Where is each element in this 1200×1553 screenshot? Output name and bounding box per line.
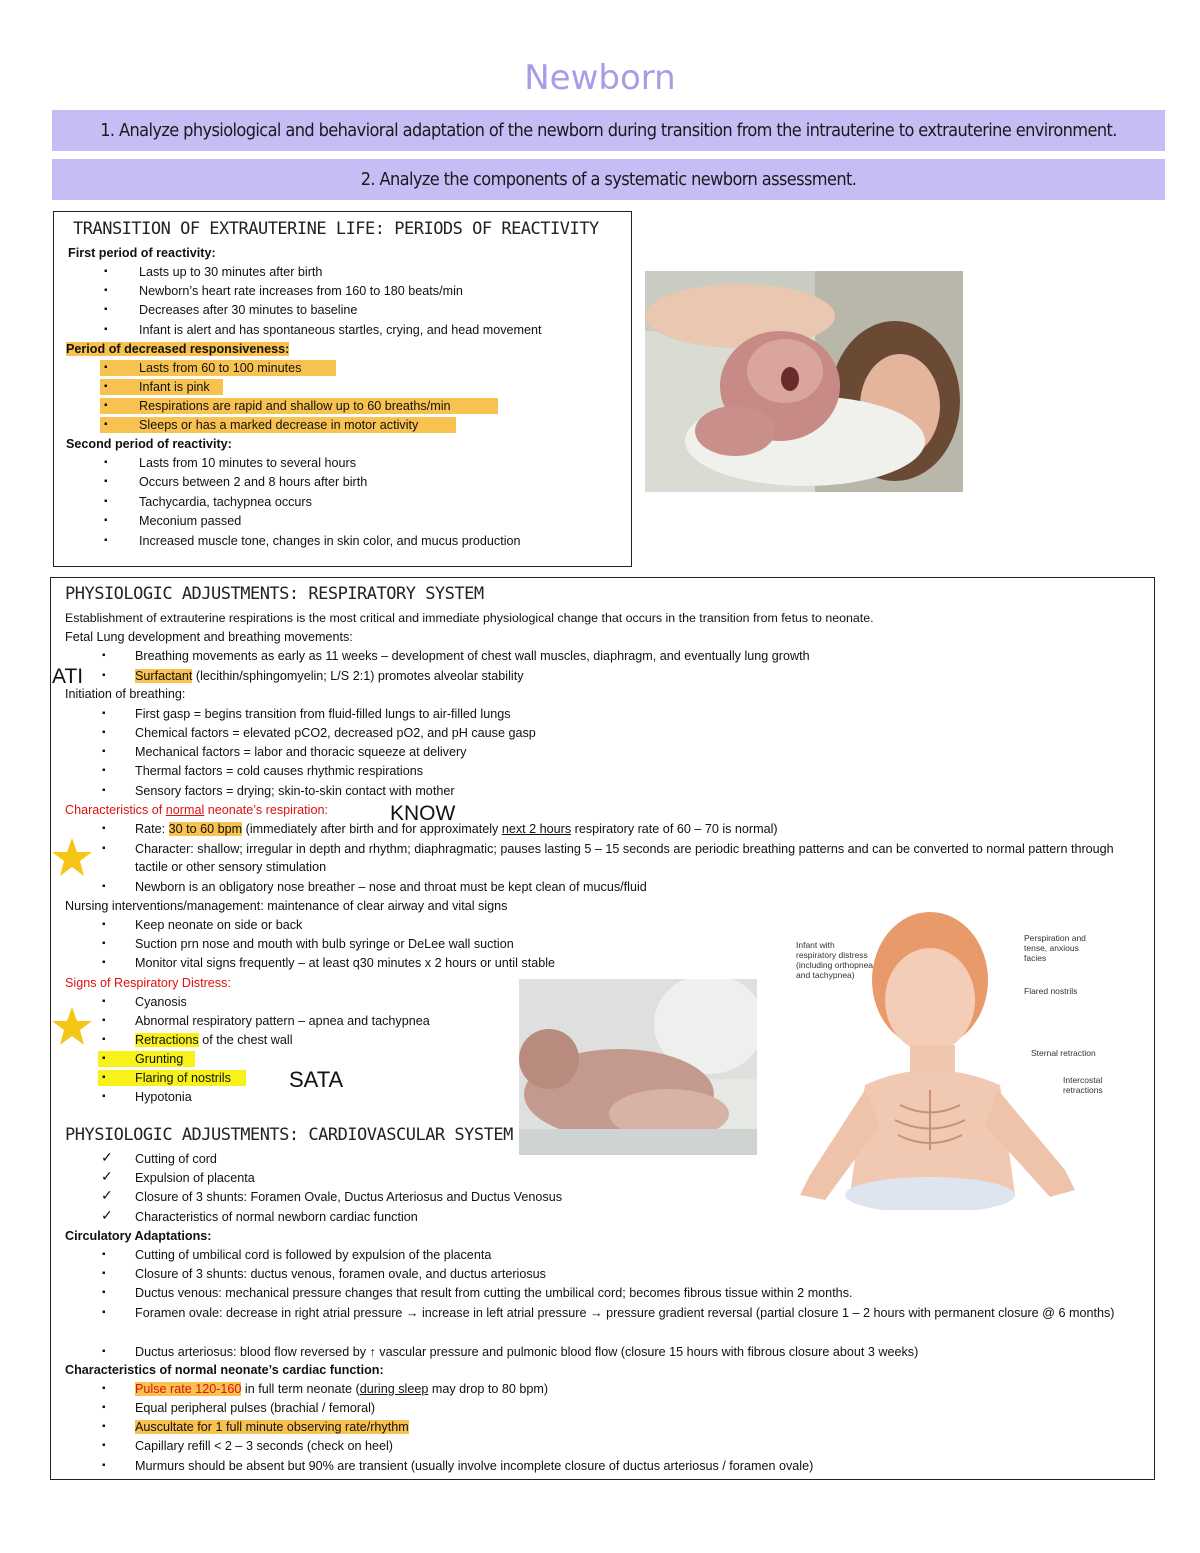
bullet: ▪ xyxy=(102,938,106,949)
rate-item xyxy=(135,820,778,838)
list-item: Increased muscle tone, changes in skin color, and mucus production xyxy=(139,534,521,548)
retractions-highlight: Retractions xyxy=(135,1033,199,1047)
list-item: Hypotonia xyxy=(135,1090,192,1104)
bullet: ▪ xyxy=(102,765,106,776)
check-icon: ✓ xyxy=(101,1149,113,1165)
star-icon xyxy=(51,837,93,877)
surfactant-item xyxy=(135,667,524,685)
bullet: ▪ xyxy=(102,1287,106,1298)
pulse-underline: during sleep xyxy=(359,1382,429,1396)
infant-retractions-photo xyxy=(519,979,757,1155)
list-item: Cutting of umbilical cord is followed by expulsion of the placenta xyxy=(135,1248,492,1262)
list-item: Infant is alert and has spontaneous startles, crying, and head movement xyxy=(139,323,542,337)
bullet: ▪ xyxy=(102,1346,106,1357)
auscultate-highlight: Auscultate for 1 full minute observing rate/rhythm xyxy=(135,1420,409,1434)
page-title: Newborn xyxy=(524,58,676,98)
list-item: Decreases after 30 minutes to baseline xyxy=(139,303,358,317)
list-item: Closure of 3 shunts: ductus venous, foramen ovale, and ductus arteriosus xyxy=(135,1267,546,1281)
bullet: ▪ xyxy=(102,1460,106,1471)
bullet: ▪ xyxy=(102,843,106,854)
circulatory-label: Circulatory Adaptations: xyxy=(65,1229,212,1243)
rate-mid: (immediately after birth and for approximately xyxy=(242,822,502,836)
check-icon: ✓ xyxy=(101,1187,113,1203)
list-item: Thermal factors = cold causes rhythmic respirations xyxy=(135,764,424,778)
list-item: Lasts from 10 minutes to several hours xyxy=(139,456,356,470)
list-item: Murmurs should be absent but 90% are transient (usually involve incomplete closure of ductus arteriosus / foramen ovale) xyxy=(135,1459,814,1473)
bullet: ▪ xyxy=(102,1249,106,1260)
list-item: Cutting of cord xyxy=(135,1152,217,1166)
star-icon xyxy=(51,1006,93,1046)
bullet: ▪ xyxy=(102,1053,106,1064)
check-icon: ✓ xyxy=(101,1207,113,1223)
list-item: Tachycardia, tachypnea occurs xyxy=(139,495,312,509)
list-item: Suction prn nose and mouth with bulb syringe or DeLee wall suction xyxy=(135,937,514,951)
bullet: ▪ xyxy=(104,535,108,546)
bullet: ▪ xyxy=(102,881,106,892)
bullet: ▪ xyxy=(102,823,106,834)
bullet: ▪ xyxy=(102,708,106,719)
decreased-label: Period of decreased responsiveness: xyxy=(66,342,290,356)
normal-respiration-label xyxy=(65,801,328,819)
list-item: Flaring of nostrils xyxy=(135,1071,231,1085)
list-item: Mechanical factors = labor and thoracic squeeze at delivery xyxy=(135,745,467,759)
list-item: Characteristics of normal newborn cardiac function xyxy=(135,1210,418,1224)
pulse-item xyxy=(135,1380,548,1398)
bullet: ▪ xyxy=(102,727,106,738)
bullet: ▪ xyxy=(102,1421,106,1432)
list-item: Keep neonate on side or back xyxy=(135,918,303,932)
list-item: Lasts up to 30 minutes after birth xyxy=(139,265,323,279)
list-item: First gasp = begins transition from fluid-filled lungs to air-filled lungs xyxy=(135,707,511,721)
pulse-mid: in full term neonate ( xyxy=(241,1382,360,1396)
bullet: ▪ xyxy=(102,957,106,968)
bullet: ▪ xyxy=(104,266,108,277)
bullet: ▪ xyxy=(104,324,108,335)
list-item: Abnormal respiratory pattern – apnea and tachypnea xyxy=(135,1014,430,1028)
list-item: Foramen ovale: decrease in right atrial pressure → increase in left atrial pressure → pressure gradient reversal (partial closure 1 – 2 hours with permanent closure @ 6 months) xyxy=(135,1306,1115,1320)
bullet: ▪ xyxy=(104,457,108,468)
list-item: Expulsion of placenta xyxy=(135,1171,255,1185)
label-flared-nostrils: Flared nostrils xyxy=(1024,986,1078,996)
bullet: ▪ xyxy=(102,919,106,930)
list-item: Newborn’s heart rate increases from 160 to 180 beats/min xyxy=(139,284,463,298)
bullet: ▪ xyxy=(104,381,108,392)
bullet: ▪ xyxy=(102,1402,106,1413)
label-perspiration: Perspiration and tense, anxious facies xyxy=(1024,933,1086,963)
label-part: Characteristics of xyxy=(65,803,166,817)
character-item: Character: shallow; irregular in depth and rhythm; diaphragmatic; pauses lasting 5 – 15 seconds are periodic breathing patterns and can be converted to normal pattern through tactile or other sensory stimulation xyxy=(135,842,1114,874)
list-item: Closure of 3 shunts: Foramen Ovale, Ductus Arteriosus and Ductus Venosus xyxy=(135,1190,562,1204)
bullet: ▪ xyxy=(102,1091,106,1102)
initiation-label: Initiation of breathing: xyxy=(65,687,186,701)
pulse-post: may drop to 80 bpm) xyxy=(428,1382,549,1396)
check-icon: ✓ xyxy=(101,1168,113,1184)
rate-highlight: 30 to 60 bpm xyxy=(168,822,243,836)
list-item: Chemical factors = elevated pCO2, decreased pO2, and pH cause gasp xyxy=(135,726,536,740)
bullet: ▪ xyxy=(104,476,108,487)
bullet: ▪ xyxy=(102,785,106,796)
cardio-heading: PHYSIOLOGIC ADJUSTMENTS: CARDIOVASCULAR SYSTEM xyxy=(65,1125,513,1145)
objective-2: 2. Analyze the components of a systematic newborn assessment. xyxy=(52,159,1165,200)
know-note: KNOW xyxy=(390,802,456,825)
bullet: ▪ xyxy=(104,419,108,430)
list-item: Meconium passed xyxy=(139,514,242,528)
rate-pre: Rate: xyxy=(135,822,169,836)
label-sternal: Sternal retraction xyxy=(1031,1048,1096,1058)
ati-note: ATI xyxy=(52,665,84,688)
bullet: ▪ xyxy=(104,285,108,296)
list-item: Lasts from 60 to 100 minutes xyxy=(139,361,302,375)
bullet: ▪ xyxy=(104,304,108,315)
bullet: ▪ xyxy=(102,1034,106,1045)
bullet: ▪ xyxy=(104,496,108,507)
retractions-item xyxy=(135,1031,293,1049)
surfactant-highlight: Surfactant xyxy=(135,669,193,683)
label-part-normal: normal xyxy=(165,803,205,817)
pulse-highlight: Pulse rate 120-160 xyxy=(135,1382,242,1396)
rate-underline: next 2 hours xyxy=(501,822,572,836)
bullet: ▪ xyxy=(102,1440,106,1451)
retractions-text: of the chest wall xyxy=(198,1033,293,1047)
list-item: Sleeps or has a marked decrease in motor activity xyxy=(139,418,419,432)
bullet: ▪ xyxy=(104,362,108,373)
mother-newborn-photo xyxy=(645,271,963,492)
bullet: ▪ xyxy=(102,1268,106,1279)
bullet: ▪ xyxy=(102,1383,106,1394)
bullet: ▪ xyxy=(104,400,108,411)
transition-heading: TRANSITION OF EXTRAUTERINE LIFE: PERIODS OF REACTIVITY xyxy=(73,219,599,239)
cardiac-function-label: Characteristics of normal neonate’s cardiac function: xyxy=(65,1363,384,1377)
list-item: Equal peripheral pulses (brachial / femoral) xyxy=(135,1401,376,1415)
distress-label: Signs of Respiratory Distress: xyxy=(65,976,231,990)
list-item: Breathing movements as early as 11 weeks – development of chest wall muscles, diaphragm, and eventually lung growth xyxy=(135,649,810,663)
list-item: Infant is pink xyxy=(139,380,210,394)
first-period-label: First period of reactivity: xyxy=(68,246,216,260)
bullet: ▪ xyxy=(104,515,108,526)
sata-note: SATA xyxy=(289,1067,344,1092)
auscultate-item xyxy=(135,1418,409,1436)
surfactant-text: (lecithin/sphingomyelin; L/S 2:1) promotes alveolar stability xyxy=(192,669,524,683)
bullet: ▪ xyxy=(102,670,106,681)
label-part: neonate’s respiration: xyxy=(204,803,328,817)
bullet: ▪ xyxy=(102,650,106,661)
list-item: Ductus venous: mechanical pressure changes that result from cutting the umbilical cord; becomes fibrous tissue within 2 months. xyxy=(135,1286,853,1300)
list-item: Capillary refill < 2 – 3 seconds (check on heel) xyxy=(135,1439,393,1453)
list-item: Grunting xyxy=(135,1052,184,1066)
bullet: ▪ xyxy=(102,746,106,757)
list-item: Cyanosis xyxy=(135,995,187,1009)
bullet: ▪ xyxy=(102,1307,106,1318)
list-item: Sensory factors = drying; skin-to-skin contact with mother xyxy=(135,784,455,798)
bullet: ▪ xyxy=(102,1015,106,1026)
fetal-lung-label: Fetal Lung development and breathing movements: xyxy=(65,630,353,644)
list-item: Respirations are rapid and shallow up to 60 breaths/min xyxy=(139,399,451,413)
list-item: Ductus arteriosus: blood flow reversed by ↑ vascular pressure and pulmonic blood flow (closure 15 hours with fibrous closure about 3 weeks) xyxy=(135,1345,919,1359)
rate-post: respiratory rate of 60 – 70 is normal) xyxy=(571,822,778,836)
list-item: Newborn is an obligatory nose breather – nose and throat must be kept clean of mucus/fluid xyxy=(135,880,647,894)
list-item: Monitor vital signs frequently – at least q30 minutes x 2 hours or until stable xyxy=(135,956,556,970)
bullet: ▪ xyxy=(102,1072,106,1083)
objective-1: 1. Analyze physiological and behavioral adaptation of the newborn during transition from the intrauterine to extrauterine environment. xyxy=(52,110,1165,151)
second-period-label: Second period of reactivity: xyxy=(66,437,232,451)
respiratory-intro: Establishment of extrauterine respirations is the most critical and immediate physiological change that occurs in the transition from fetus to neonate. xyxy=(65,611,874,625)
nursing-label: Nursing interventions/management: maintenance of clear airway and vital signs xyxy=(65,899,508,913)
bullet: ▪ xyxy=(102,996,106,1007)
label-infant-distress: Infant with respiratory distress (including orthopnea and tachypnea) xyxy=(796,940,874,980)
respiratory-heading: PHYSIOLOGIC ADJUSTMENTS: RESPIRATORY SYSTEM xyxy=(65,584,484,604)
list-item: Occurs between 2 and 8 hours after birth xyxy=(139,475,368,489)
label-intercostal: Intercostal retractions xyxy=(1063,1075,1103,1095)
